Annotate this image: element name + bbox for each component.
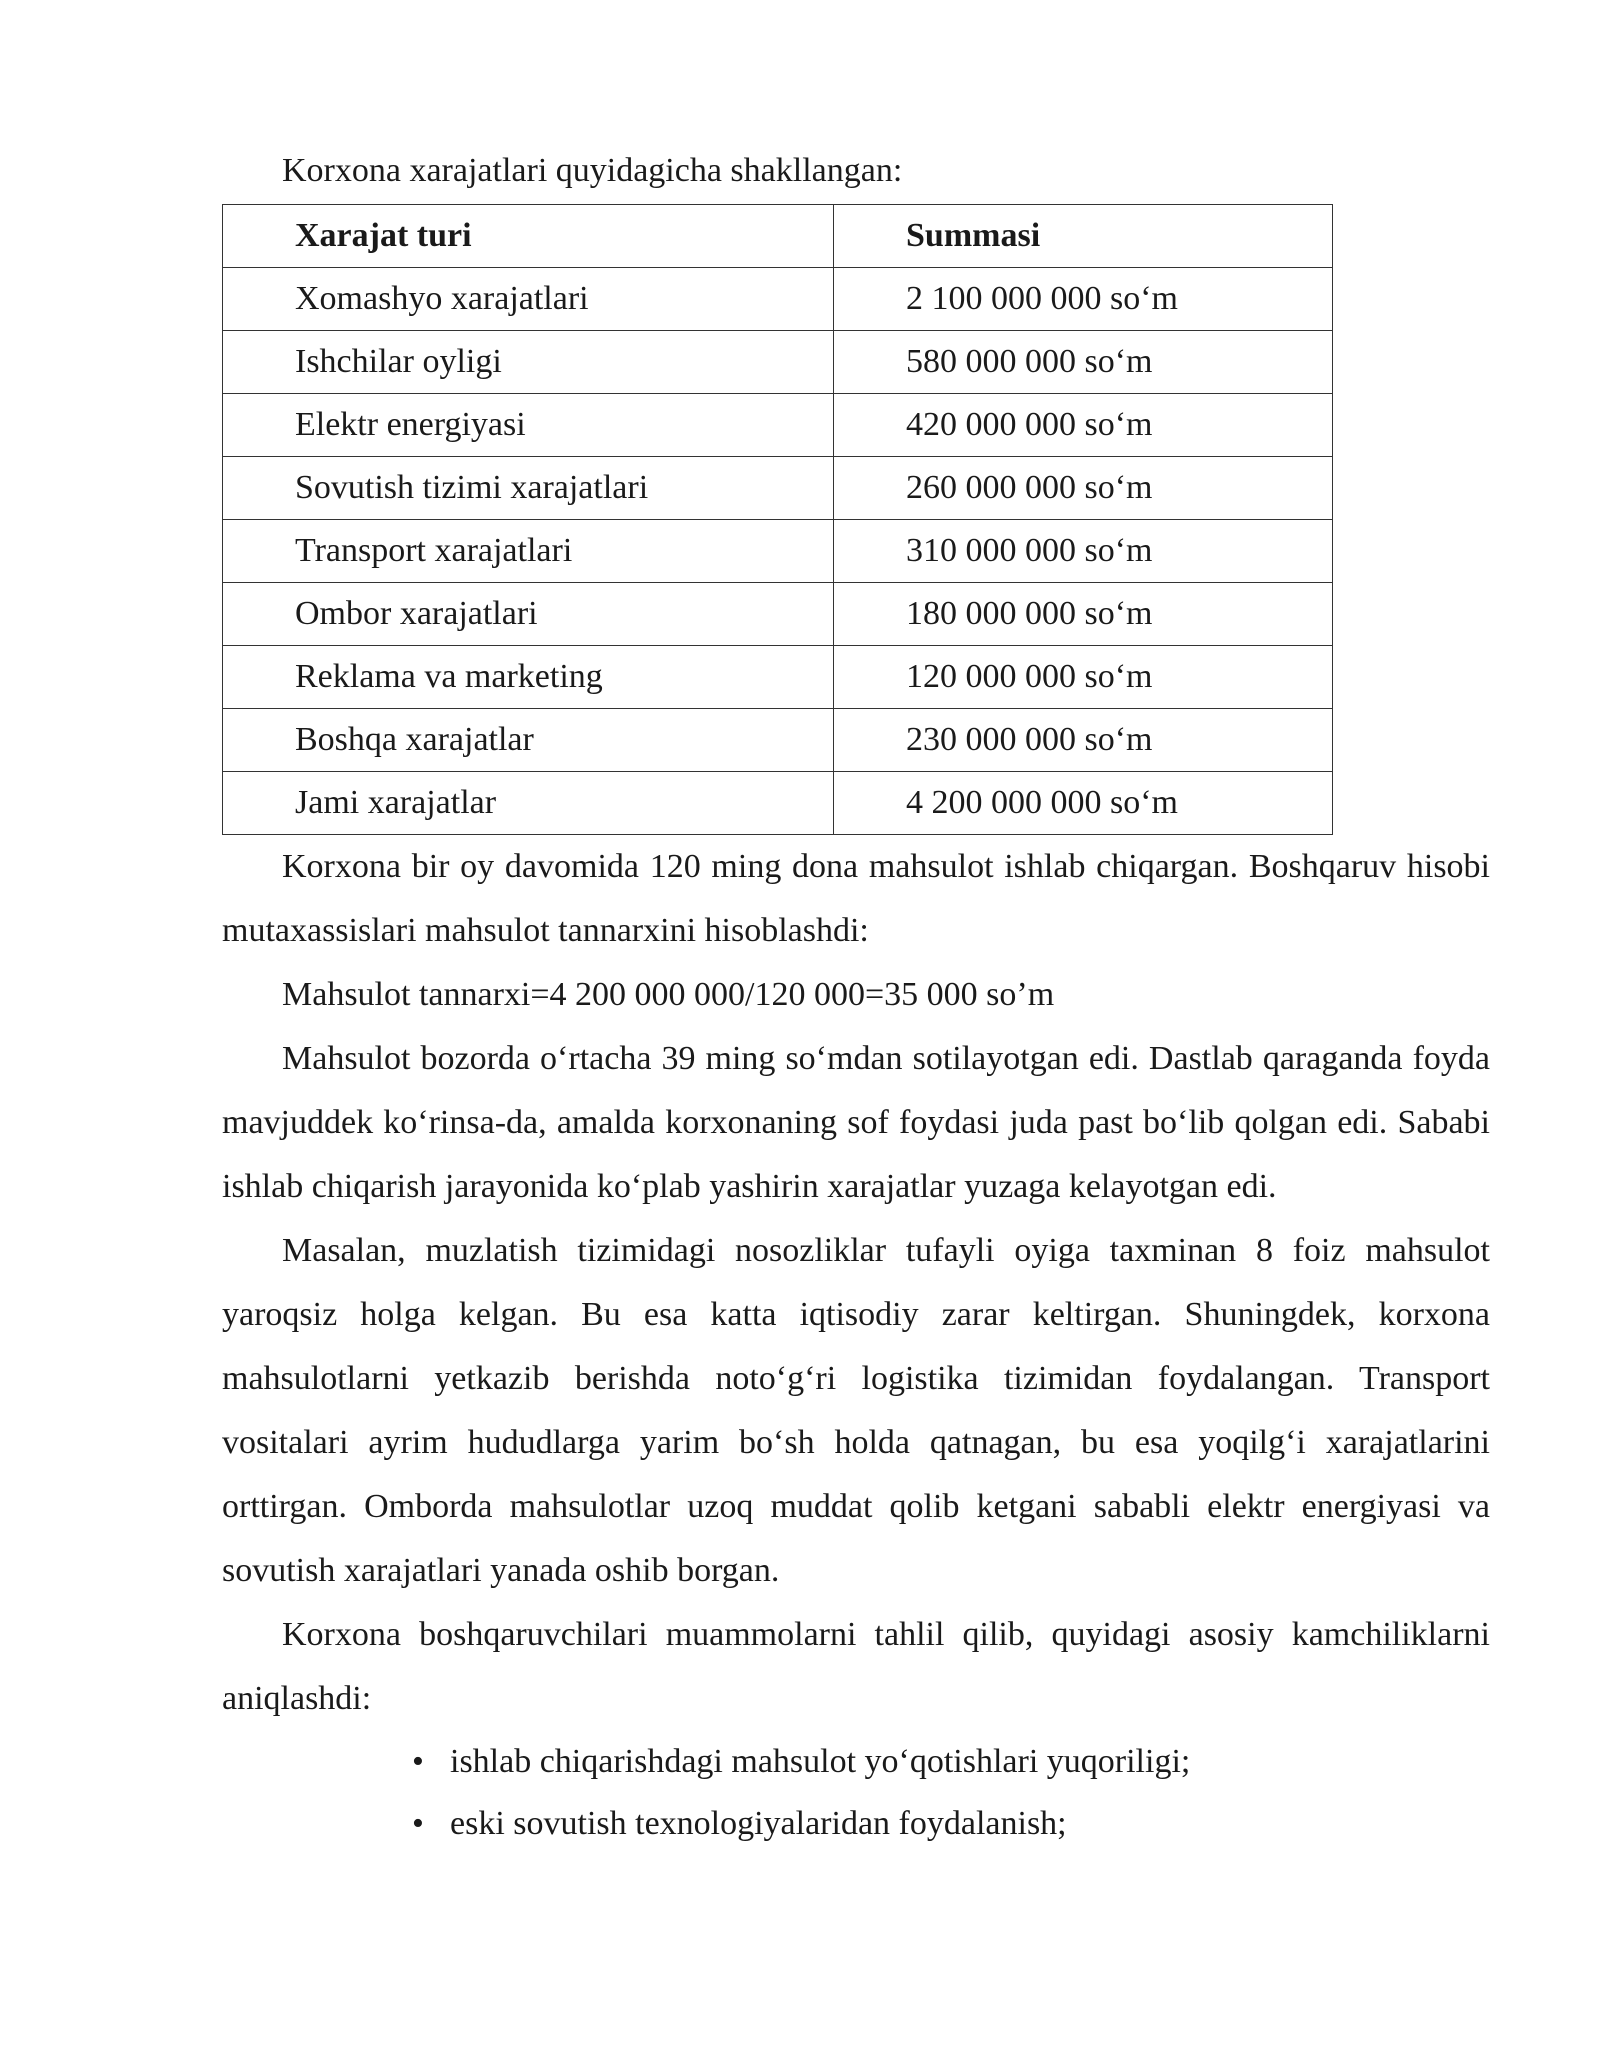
- paragraph-production: Korxona bir oy davomida 120 ming dona mahsulot ishlab chiqargan. Boshqaruv hisobi mutaxassislari mahsulot tannarxini hisoblashdi:: [222, 848, 1490, 949]
- list-item: [412, 1793, 1490, 1855]
- amount-cell: 310 000 000 so‘m: [834, 520, 1333, 583]
- amount-cell: 230 000 000 so‘m: [834, 709, 1333, 772]
- list-item: [412, 1731, 1490, 1793]
- amount-cell: 120 000 000 so‘m: [834, 646, 1333, 709]
- cost-formula: Mahsulot tannarxi=4 200 000 000/120 000=35 000 so’m: [282, 976, 1055, 1013]
- deficiency-list: [222, 1731, 1490, 1855]
- amount-cell: 180 000 000 so‘m: [834, 583, 1333, 646]
- table-row: [223, 457, 1333, 520]
- paragraph-hidden-costs: Masalan, muzlatish tizimidagi nosozliklar tufayli oyiga taxminan 8 foiz mahsulot yaroqsiz holga kelgan. Bu esa katta iqtisodiy zarar keltirgan. Shuningdek, korxona mahsulotlarni yetkazib berishda noto‘g‘ri logistika tizimidan foydalangan. Transport vositalari ayrim hududlarga yarim bo‘sh holda qatnagan, bu esa yoqilg‘i xarajatlarini orttirgan. Omborda mahsulotlar uzoq muddat qolib ketgani sababli elektr energiyasi va sovutish xarajatlari yanada oshib borgan.: [222, 1232, 1490, 1589]
- paragraph-market-price: Mahsulot bozorda o‘rtacha 39 ming so‘mdan sotilayotgan edi. Dastlab qaraganda foyda mavjuddek ko‘rinsa-da, amalda korxonaning sof foydasi juda past bo‘lib qolgan edi. Sababi ishlab chiqarish jarayonida ko‘plab yashirin xarajatlar yuzaga kelayotgan edi.: [222, 1040, 1490, 1205]
- document-page: [222, 142, 1490, 1855]
- table-header-row: [223, 205, 1333, 268]
- table-row: [223, 268, 1333, 331]
- cost-type-cell: Elektr energiyasi: [223, 394, 834, 457]
- amount-cell: 580 000 000 so‘m: [834, 331, 1333, 394]
- header-amount: Summasi: [834, 205, 1333, 268]
- intro-text: Korxona xarajatlari quyidagicha shakllangan:: [282, 152, 903, 189]
- bullet-icon: •: [412, 1743, 424, 1780]
- table-total-row: [223, 772, 1333, 835]
- list-item-text: ishlab chiqarishdagi mahsulot yo‘qotishlari yuqoriligi;: [450, 1743, 1191, 1780]
- table-row: [223, 520, 1333, 583]
- table-row: [223, 709, 1333, 772]
- cost-table: [222, 204, 1333, 835]
- cost-type-cell: Ombor xarajatlari: [223, 583, 834, 646]
- header-cost-type: Xarajat turi: [223, 205, 834, 268]
- cost-type-cell: Reklama va marketing: [223, 646, 834, 709]
- cost-type-cell: Boshqa xarajatlar: [223, 709, 834, 772]
- total-label-cell: Jami xarajatlar: [223, 772, 834, 835]
- cost-type-cell: Xomashyo xarajatlari: [223, 268, 834, 331]
- paragraph-analysis: Korxona boshqaruvchilari muammolarni tahlil qilib, quyidagi asosiy kamchiliklarni aniqlashdi:: [222, 1616, 1490, 1717]
- table-row: [223, 331, 1333, 394]
- amount-cell: 2 100 000 000 so‘m: [834, 268, 1333, 331]
- cost-type-cell: Transport xarajatlari: [223, 520, 834, 583]
- table-row: [223, 646, 1333, 709]
- amount-cell: 260 000 000 so‘m: [834, 457, 1333, 520]
- table-row: [223, 583, 1333, 646]
- cost-type-cell: Ishchilar oyligi: [223, 331, 834, 394]
- amount-cell: 420 000 000 so‘m: [834, 394, 1333, 457]
- cost-type-cell: Sovutish tizimi xarajatlari: [223, 457, 834, 520]
- bullet-icon: •: [412, 1805, 424, 1842]
- table-row: [223, 394, 1333, 457]
- total-amount-cell: 4 200 000 000 so‘m: [834, 772, 1333, 835]
- list-item-text: eski sovutish texnologiyalaridan foydalanish;: [450, 1805, 1067, 1842]
